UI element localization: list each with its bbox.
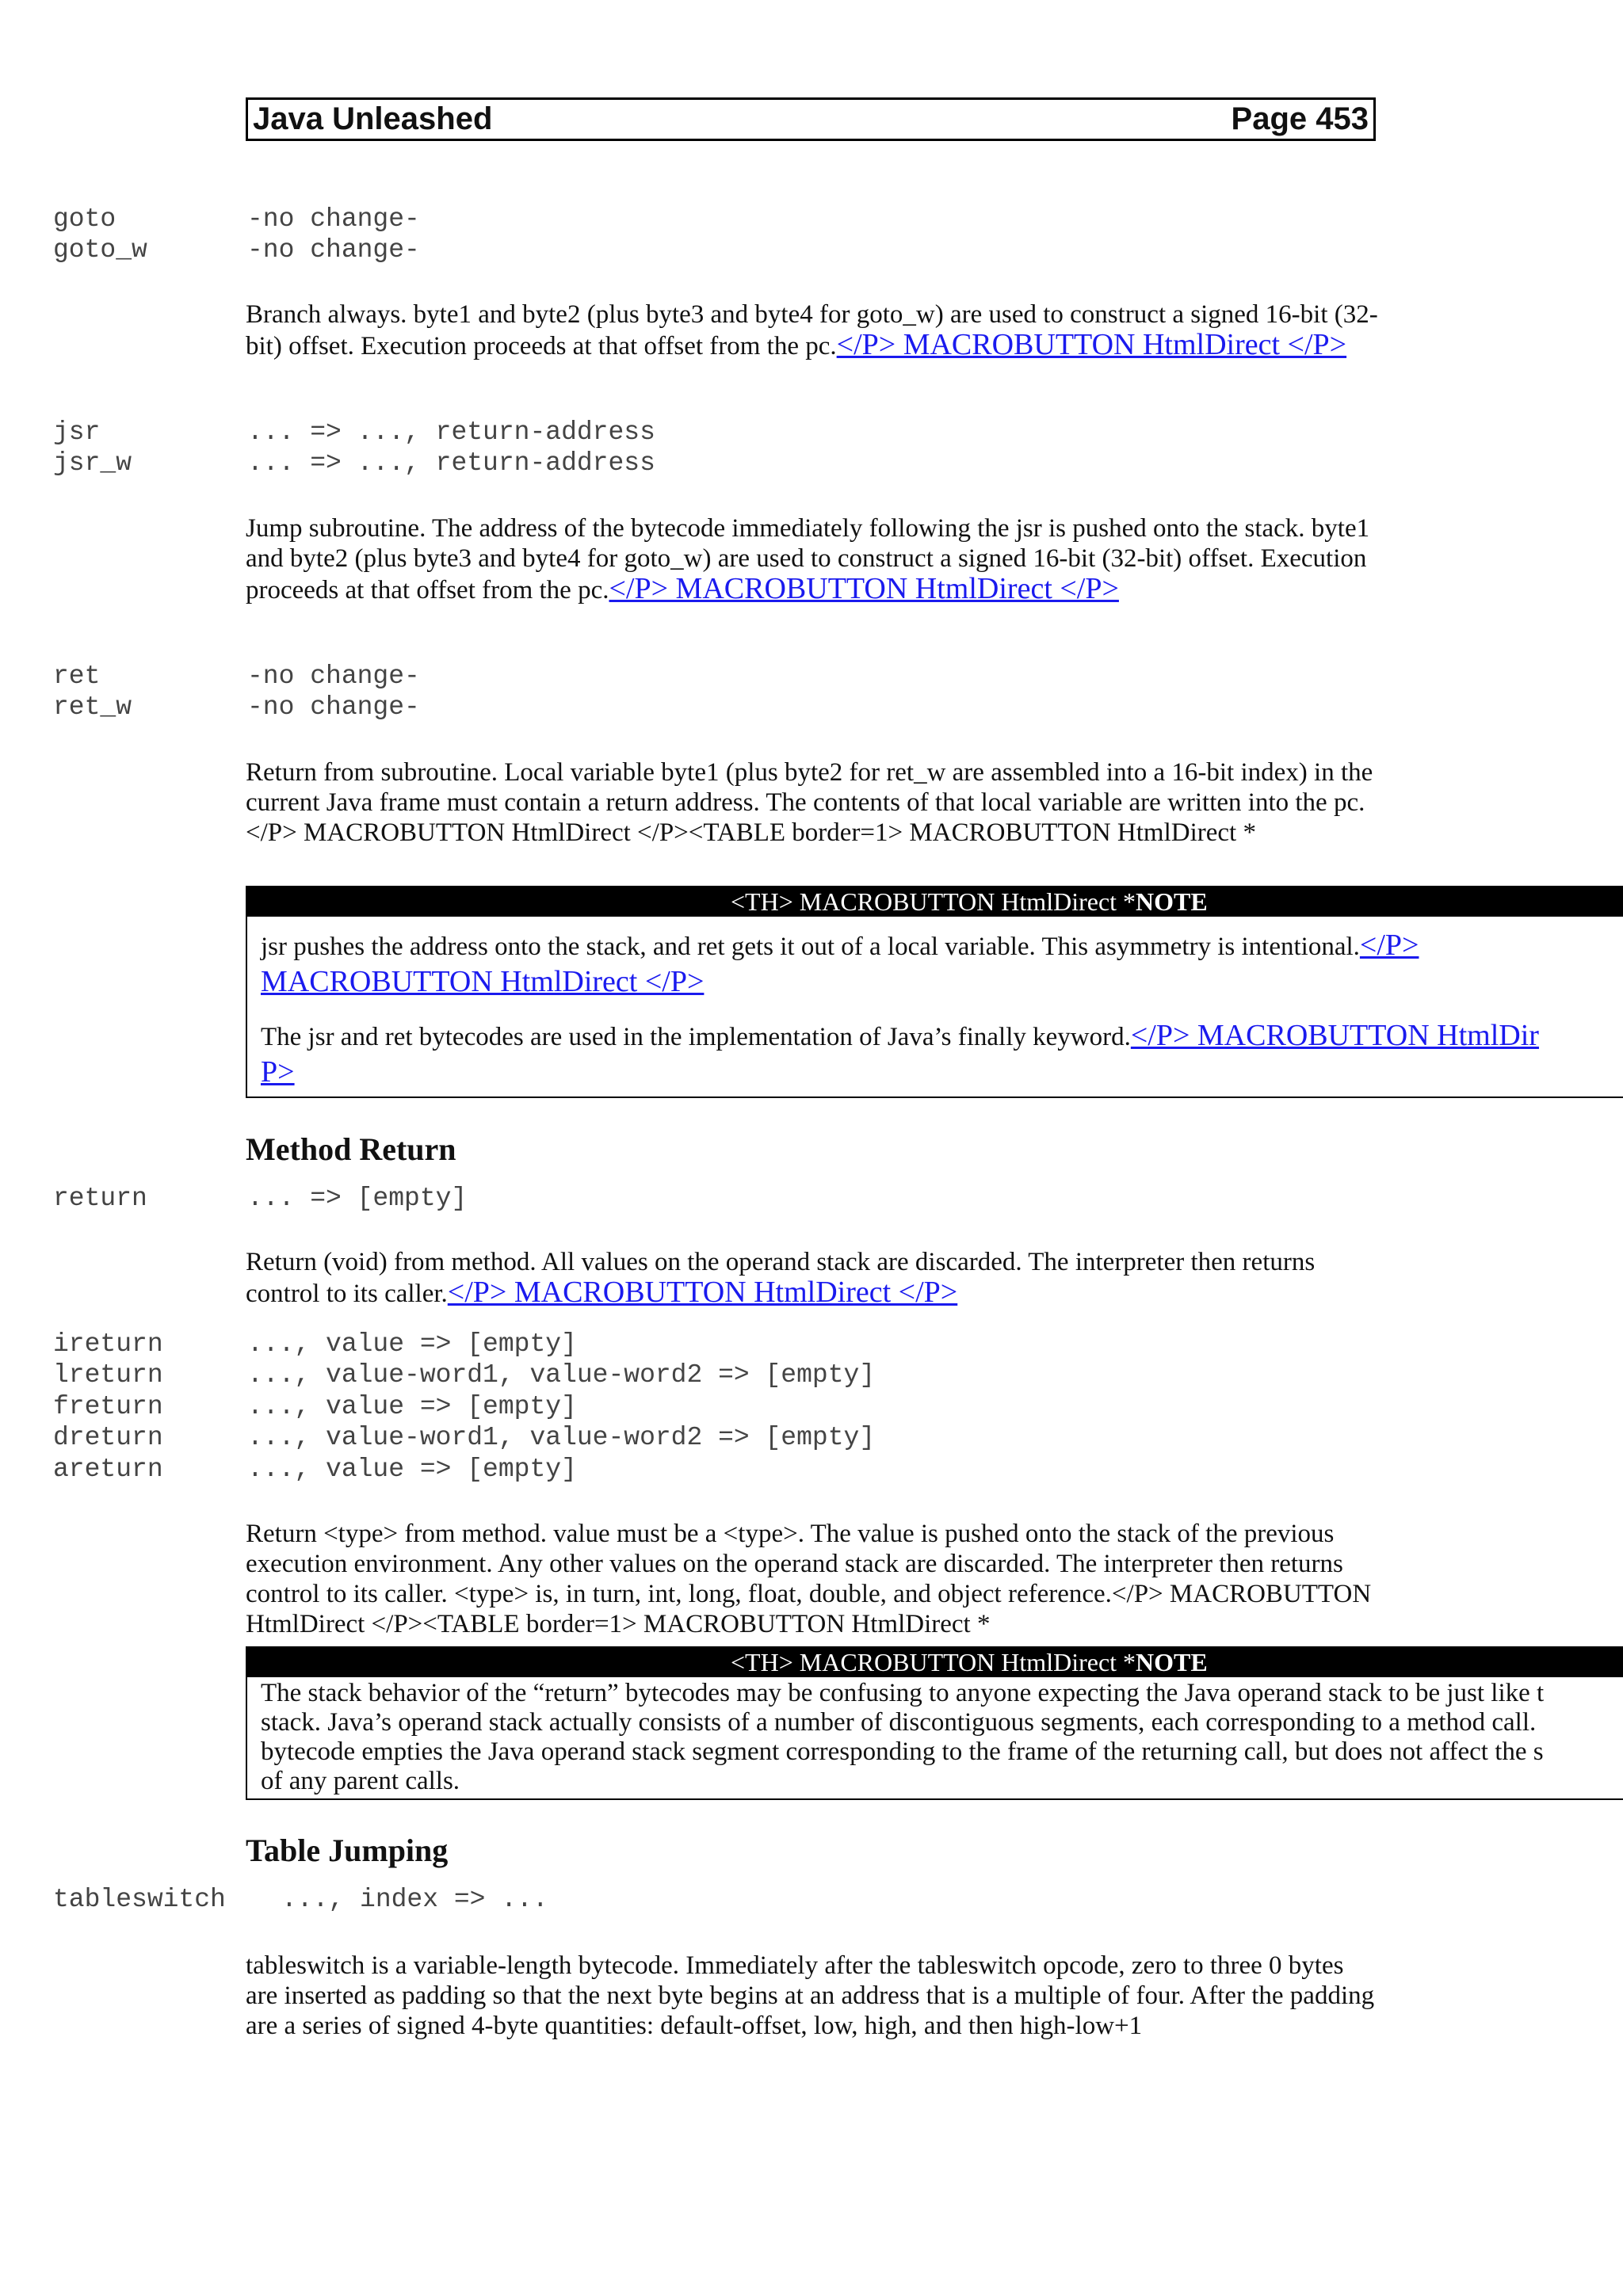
jsr-description	[246, 513, 1379, 605]
book-title: Java Unleashed	[253, 101, 493, 136]
goto-macrobutton-link[interactable]: </P> MACROBUTTON HtmlDirect </P>	[836, 328, 1347, 361]
page-header	[246, 97, 1376, 141]
stack-signature-ret-w: -no change-	[247, 692, 420, 722]
section-heading-table-jumping: Table Jumping	[246, 1833, 449, 1868]
tableswitch-description: tableswitch is a variable-length bytecode. Immediately after the tableswitch opcode, zero to three 0 bytes are inserted as padding so that the next byte begins at an address that is a multiple of four. After the padding are a series of signed 4-byte quantities: default-offset, low, high, and then high-low+1	[246, 1951, 1375, 2040]
opcode-jsr-w: jsr_w	[53, 448, 132, 478]
stack-signature-tableswitch: ..., index => ...	[281, 1885, 548, 1914]
note-box-jsr-ret	[246, 886, 1623, 1098]
page-number: Page 453	[1231, 101, 1369, 136]
return-description-text: Return (void) from method. All values on the operand stack are discarded. The interpreter then returns control to its caller.	[246, 1248, 1316, 1308]
return-description	[246, 1247, 1379, 1309]
note-header-prefix: <TH> MACROBUTTON HtmlDirect *	[731, 1648, 1136, 1676]
stack-signature-goto: -no change-	[247, 204, 420, 234]
note-header-label: NOTE	[1136, 1648, 1208, 1676]
note-macrobutton-link[interactable]: </P> MACROBUTTON HtmlDir	[1130, 1019, 1539, 1052]
opcode-jsr: jsr	[53, 418, 101, 447]
stack-signature-freturn: ..., value => [empty]	[247, 1392, 577, 1421]
stack-signature-goto-w: -no change-	[247, 235, 420, 265]
stack-signature-jsr-w: ... => ..., return-address	[247, 448, 655, 478]
return-macrobutton-link[interactable]: </P> MACROBUTTON HtmlDirect </P>	[447, 1276, 958, 1309]
note-line: The stack behavior of the “return” bytecodes may be confusing to anyone expecting the Java operand stack to be just like t	[261, 1679, 1545, 1707]
section-heading-method-return: Method Return	[246, 1131, 456, 1167]
note-paragraph	[247, 928, 1623, 1001]
note-macrobutton-link[interactable]: MACROBUTTON HtmlDirect </P>	[261, 965, 705, 998]
opcode-goto-w: goto_w	[53, 235, 147, 265]
note-text: jsr pushes the address onto the stack, and ret gets it out of a local variable. This asymmetry is intentional.	[261, 933, 1360, 961]
stack-signature-ireturn: ..., value => [empty]	[247, 1329, 577, 1359]
jsr-macrobutton-link[interactable]: </P> MACROBUTTON HtmlDirect </P>	[609, 572, 1119, 605]
opcode-dreturn: dreturn	[53, 1423, 163, 1452]
note-header-label: NOTE	[1136, 887, 1208, 916]
opcode-lreturn: lreturn	[53, 1360, 163, 1390]
stack-signature-dreturn: ..., value-word1, value-word2 => [empty]	[247, 1423, 876, 1452]
note-header	[247, 887, 1623, 917]
opcode-ireturn: ireturn	[53, 1329, 163, 1359]
note-line: of any parent calls.	[261, 1767, 460, 1795]
jsr-description-text: Jump subroutine. The address of the bytecode immediately following the jsr is pushed onto the stack. byte1 and byte2 (plus byte3 and byte4 for goto_w) are used to construct a signed 16-bit (32-bit) offset. Execution proceeds at that offset from the pc.	[246, 514, 1370, 605]
note-paragraph	[247, 1018, 1623, 1091]
stack-signature-areturn: ..., value => [empty]	[247, 1455, 577, 1484]
note-header	[247, 1648, 1623, 1677]
typed-return-description: Return <type> from method. value must be a <type>. The value is pushed onto the stack of the previous execution environment. Any other values on the operand stack are discarded. The interpreter then returns control to its caller. <type> is, in turn, int, long, float, double, and object reference.</P> MACROBUTTON HtmlDirect </P><TABLE border=1> MACROBUTTON HtmlDirect *	[246, 1520, 1372, 1638]
opcode-ret: ret	[53, 662, 101, 691]
note-line: stack. Java’s operand stack actually consists of a number of discontiguous segments, each corresponding to a method call.	[261, 1708, 1537, 1737]
note-body	[247, 928, 1623, 1091]
note-macrobutton-link[interactable]: P>	[261, 1055, 295, 1089]
opcode-freturn: freturn	[53, 1392, 163, 1421]
note-macrobutton-link[interactable]: </P>	[1359, 929, 1419, 962]
opcode-tableswitch: tableswitch	[53, 1885, 226, 1914]
stack-signature-ret: -no change-	[247, 662, 420, 691]
stack-signature-return: ... => [empty]	[247, 1184, 468, 1213]
note-header-prefix: <TH> MACROBUTTON HtmlDirect *	[731, 887, 1136, 916]
opcode-ret-w: ret_w	[53, 692, 132, 722]
opcode-return: return	[53, 1184, 147, 1213]
opcode-goto: goto	[53, 204, 116, 234]
note-text: The jsr and ret bytecodes are used in the implementation of Java’s finally keyword.	[261, 1023, 1131, 1051]
goto-description-text: Branch always. byte1 and byte2 (plus byte3 and byte4 for goto_w) are used to construct a signed 16-bit (32-bit) offset. Execution proceeds at that offset from the pc.	[246, 300, 1378, 360]
stack-signature-jsr: ... => ..., return-address	[247, 418, 655, 447]
goto-description	[246, 299, 1379, 361]
ret-description: Return from subroutine. Local variable byte1 (plus byte2 for ret_w are assembled into a 16-bit index) in the current Java frame must contain a return address. The contents of that local variable are written into the pc.</P> MACROBUTTON HtmlDirect </P><TABLE border=1> MACROBUTTON HtmlDirect *	[246, 758, 1373, 847]
stack-signature-lreturn: ..., value-word1, value-word2 => [empty]	[247, 1360, 876, 1390]
opcode-areturn: areturn	[53, 1455, 163, 1484]
note-box-return-stack	[246, 1646, 1623, 1800]
note-line: bytecode empties the Java operand stack segment corresponding to the frame of the returning call, but does not affect the s	[261, 1737, 1544, 1766]
note-body	[247, 1677, 1623, 1796]
